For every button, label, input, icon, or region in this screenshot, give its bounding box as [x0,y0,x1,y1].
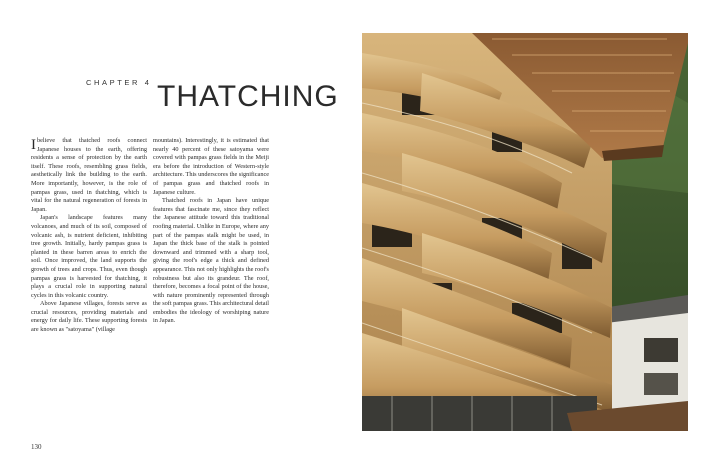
paragraph: Thatched roofs in Japan have unique features that fascinate me, since they reflect the Japanese attitude toward this traditional roofing material. Unlike in Europe, where any part of the pampas stalk might be used, in Japan the thick base of the stalk is pointed downward and trimmed with a sharp tool, giving the roof's edge a thick and defined appearance. This not only highlights the roof's robustness but also its grandeur. The roof, therefore, becomes a focal point of the house, with nature prominently represented through the soft pampas grass. This architectural detail embodies the ideology of worshiping nature in Japan. [153,197,269,325]
chapter-label: CHAPTER 4 [86,78,152,87]
neighbor-building [607,308,688,418]
thatched-building-photo [362,33,688,431]
ground-floor-windows [362,396,597,431]
paragraph: Above Japanese villages, forests serve as crucial resources, providing materials and energy for daily life. These supporting forests are known as "satoyama" (village [31,300,147,334]
paragraph [31,137,147,214]
paragraph: Japan's landscape features many volcanoes, and much of its soil, composed of volcanic ash, is nutrient deficient, inhibiting tree growth. Initially, hardy pampas grass is planted in these barren areas to enrich the soil. Once improved, the land supports the growth of trees and crops. Thus, even though pampas grass is harvested for thatching, it plays a crucial role in supporting natural cycles in this volcanic country. [31,214,147,299]
paragraph: mountains). Interestingly, it is estimated that nearly 40 percent of these satoyama were covered with pampas grass fields in the Meiji era before the introduction of Western-style architecture. This underscores the significance of pampas grass and thatched roofs in Japanese culture. [153,137,269,196]
body-column-right [153,137,269,326]
chapter-title: THATCHING [157,80,339,114]
paragraph-rest: believe that thatched roofs connect Japanese houses to the earth, offering residents a sense of protection by the earth itself. These roofs, resembling grass fields, aesthetically link the building to the earth. More importantly, however, is the role of pampas grass, used in thatching, which is vital for the natural regeneration of forests in Japan. [31,137,147,213]
drop-cap: I [31,137,36,153]
body-column-left [31,137,147,335]
thatched-facade-illustration [362,33,688,431]
page-number: 130 [31,443,42,451]
